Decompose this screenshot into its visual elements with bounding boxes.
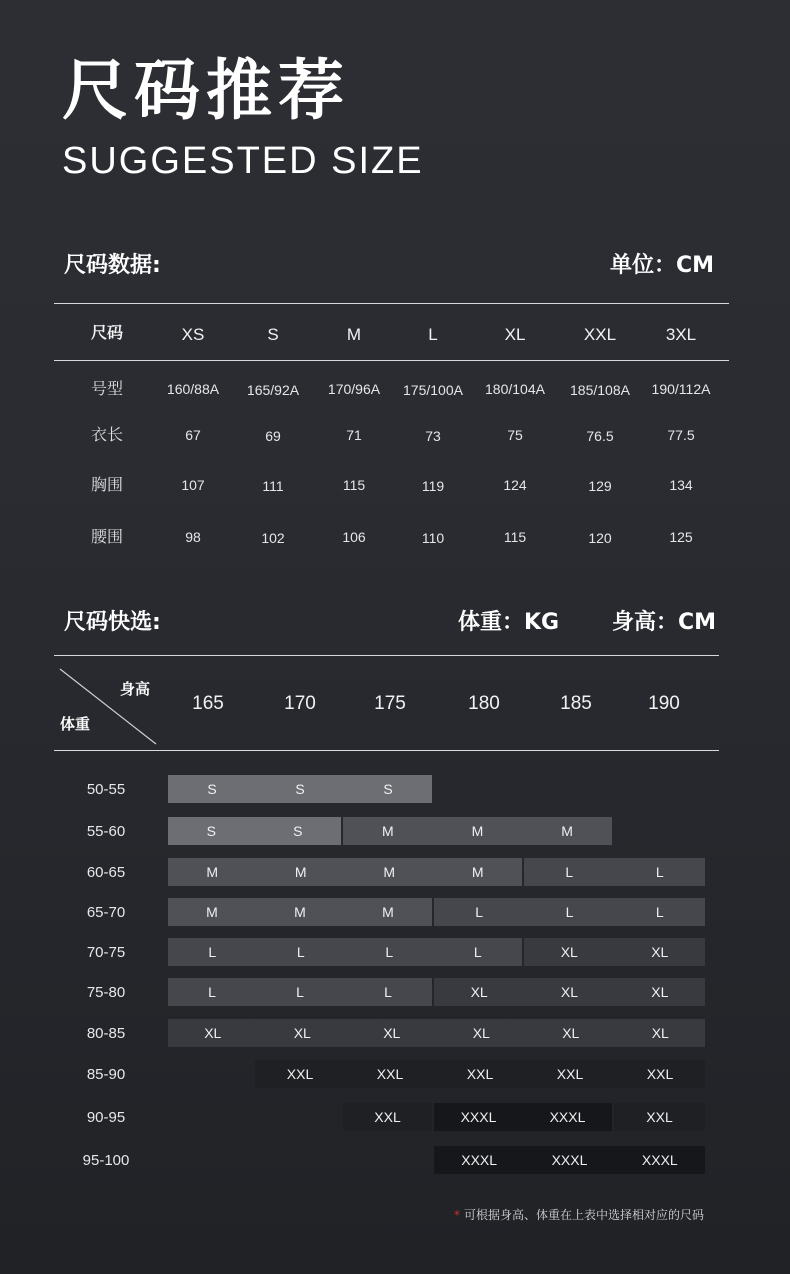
size-cell: M	[561, 823, 573, 839]
size-table-cell: 71	[346, 427, 362, 443]
size-band-s	[168, 817, 341, 845]
size-cell: L	[565, 864, 574, 880]
size-column-header: XS	[181, 325, 205, 344]
size-cell: XL	[204, 1025, 222, 1041]
size-cell: XL	[383, 1025, 401, 1041]
height-column-header: 165	[192, 693, 224, 714]
size-row-label: 腰围	[90, 527, 124, 546]
size-cell: M	[383, 864, 396, 880]
size-table-cell: 175/100A	[403, 382, 463, 398]
size-table-top-rule	[54, 303, 729, 304]
weight-row-label: 65-70	[86, 904, 126, 921]
size-column-header: M	[346, 325, 362, 344]
size-band-m	[168, 858, 522, 886]
size-band-xl	[168, 1019, 705, 1047]
size-band-m	[168, 898, 432, 926]
weight-row-label: 85-90	[86, 1066, 126, 1083]
size-band-s	[168, 775, 432, 803]
quick-table-header-rule	[54, 750, 719, 751]
size-column-header: 3XL	[665, 325, 697, 344]
size-band-xl	[524, 938, 705, 966]
size-table-cell: 111	[262, 478, 284, 494]
size-table-cell: 107	[181, 477, 205, 493]
size-cell: XXL	[466, 1066, 494, 1082]
height-column-header: 170	[284, 693, 316, 714]
weight-row-label: 50-55	[86, 781, 126, 798]
size-table-cell: 69	[265, 428, 281, 444]
size-row-label: 号型	[90, 379, 124, 398]
size-cell: L	[385, 944, 394, 960]
weight-row-label: 90-95	[86, 1109, 126, 1126]
size-cell: XXL	[646, 1109, 673, 1125]
size-band-l	[524, 858, 705, 886]
size-cell: L	[208, 984, 216, 1000]
size-table-cell: 115	[503, 529, 527, 545]
size-band-xxl	[255, 1060, 705, 1088]
size-cell: L	[473, 944, 482, 960]
size-table-cell: 119	[421, 478, 445, 494]
corner-weight-label: 体重	[60, 715, 91, 733]
size-cell: XL	[651, 944, 669, 960]
height-column-header: 175	[374, 693, 406, 714]
size-cell: XXXL	[461, 1152, 498, 1168]
size-column-header: L	[428, 325, 438, 344]
page-subtitle: SUGGESTED SIZE	[62, 140, 424, 182]
size-table-cell: 77.5	[667, 427, 695, 443]
weight-row-label: 55-60	[86, 823, 126, 840]
size-cell: XL	[472, 1025, 490, 1041]
size-cell: XXL	[374, 1109, 401, 1125]
size-table-cell: 170/96A	[327, 381, 381, 397]
size-table-cell: 165/92A	[246, 382, 300, 398]
page-title: 尺码推荐	[62, 52, 350, 129]
size-corner-label: 尺码	[90, 325, 124, 342]
quick-select-heading: 尺码快选:	[64, 610, 161, 635]
size-cell: S	[206, 823, 216, 839]
size-cell: L	[296, 984, 304, 1000]
size-data-unit: 单位：CM	[609, 253, 714, 278]
size-cell: XXXL	[549, 1109, 586, 1125]
quick-table-top-rule	[54, 655, 719, 656]
weight-row-label: 95-100	[82, 1152, 130, 1169]
size-cell: M	[206, 904, 218, 920]
size-band-m	[343, 817, 612, 845]
size-cell: M	[381, 823, 394, 839]
size-band-xxxl	[434, 1146, 705, 1174]
size-row-label: 胸围	[90, 475, 124, 494]
size-table-cell: 110	[421, 530, 445, 546]
size-cell: XL	[560, 944, 578, 960]
size-cell: S	[207, 781, 217, 797]
size-band-l	[168, 978, 432, 1006]
size-table-cell: 73	[425, 428, 441, 444]
size-band-xxl	[614, 1103, 705, 1131]
height-column-header: 190	[648, 693, 680, 714]
size-cell: L	[655, 904, 664, 920]
height-column-header: 185	[560, 693, 592, 714]
size-cell: XL	[651, 1025, 669, 1041]
size-column-header: XL	[504, 325, 526, 344]
size-table-cell: 160/88A	[166, 381, 220, 397]
size-table-cell: 102	[261, 530, 285, 546]
size-cell: L	[565, 904, 574, 920]
size-cell: XL	[560, 984, 579, 1000]
corner-height-label: 身高	[120, 680, 151, 698]
size-table-cell: 76.5	[586, 428, 614, 444]
weight-row-label: 60-65	[86, 864, 126, 881]
size-cell: M	[294, 864, 307, 880]
size-column-header: XXL	[583, 325, 617, 344]
size-cell: L	[296, 944, 305, 960]
size-table-cell: 115	[342, 477, 366, 493]
size-band-l	[434, 898, 705, 926]
size-cell: M	[471, 823, 484, 839]
weight-row-label: 75-80	[86, 984, 126, 1001]
size-table-cell: 120	[588, 530, 612, 546]
size-table-cell: 106	[342, 529, 366, 545]
weight-unit-label: 体重：KG	[458, 610, 560, 635]
size-cell: XXL	[556, 1066, 584, 1082]
size-cell: XL	[470, 984, 488, 1000]
size-cell: M	[294, 904, 306, 920]
size-cell: XXL	[646, 1066, 674, 1082]
size-table-cell: 75	[507, 427, 523, 443]
size-cell: XXXL	[641, 1152, 678, 1168]
size-band-l	[168, 938, 522, 966]
size-table-cell: 185/108A	[570, 382, 630, 398]
size-table-cell: 125	[669, 529, 693, 545]
footnote-text: 可根据身高、体重在上表中选择相对应的尺码	[463, 1208, 704, 1222]
weight-row-label: 80-85	[86, 1025, 126, 1042]
size-cell: L	[475, 904, 484, 920]
footnote	[454, 1206, 704, 1223]
size-table-cell: 180/104A	[485, 381, 545, 397]
size-band-xxxl	[434, 1103, 612, 1131]
size-row-label: 衣长	[90, 425, 124, 444]
size-table-cell: 134	[669, 477, 693, 493]
size-table-cell: 98	[185, 529, 201, 545]
size-cell: M	[206, 864, 219, 880]
size-cell: S	[295, 781, 305, 797]
size-data-heading: 尺码数据:	[64, 253, 161, 278]
size-cell: M	[382, 904, 394, 920]
size-column-header: S	[267, 325, 279, 344]
footnote-star: *	[453, 1208, 460, 1222]
size-cell: S	[293, 823, 303, 839]
size-table-cell: 67	[185, 427, 201, 443]
size-cell: XXL	[286, 1066, 314, 1082]
size-cell: XL	[651, 984, 669, 1000]
size-table-cell: 124	[503, 477, 527, 493]
size-cell: M	[471, 864, 484, 880]
size-band-xl	[434, 978, 705, 1006]
size-cell: XXXL	[551, 1152, 588, 1168]
weight-row-label: 70-75	[86, 944, 126, 961]
size-cell: XL	[293, 1025, 311, 1041]
size-cell: XXL	[376, 1066, 404, 1082]
size-cell: XL	[562, 1025, 580, 1041]
size-band-xxl	[343, 1103, 432, 1131]
size-table-cell: 190/112A	[651, 381, 711, 397]
size-cell: S	[383, 781, 393, 797]
size-cell: XXXL	[460, 1109, 497, 1125]
size-cell: L	[384, 984, 392, 1000]
size-cell: L	[208, 944, 217, 960]
height-unit-label: 身高：CM	[611, 610, 716, 635]
size-table-header-rule	[54, 360, 729, 361]
size-table-cell: 129	[588, 478, 612, 494]
size-cell: L	[655, 864, 664, 880]
height-column-header: 180	[468, 693, 500, 714]
